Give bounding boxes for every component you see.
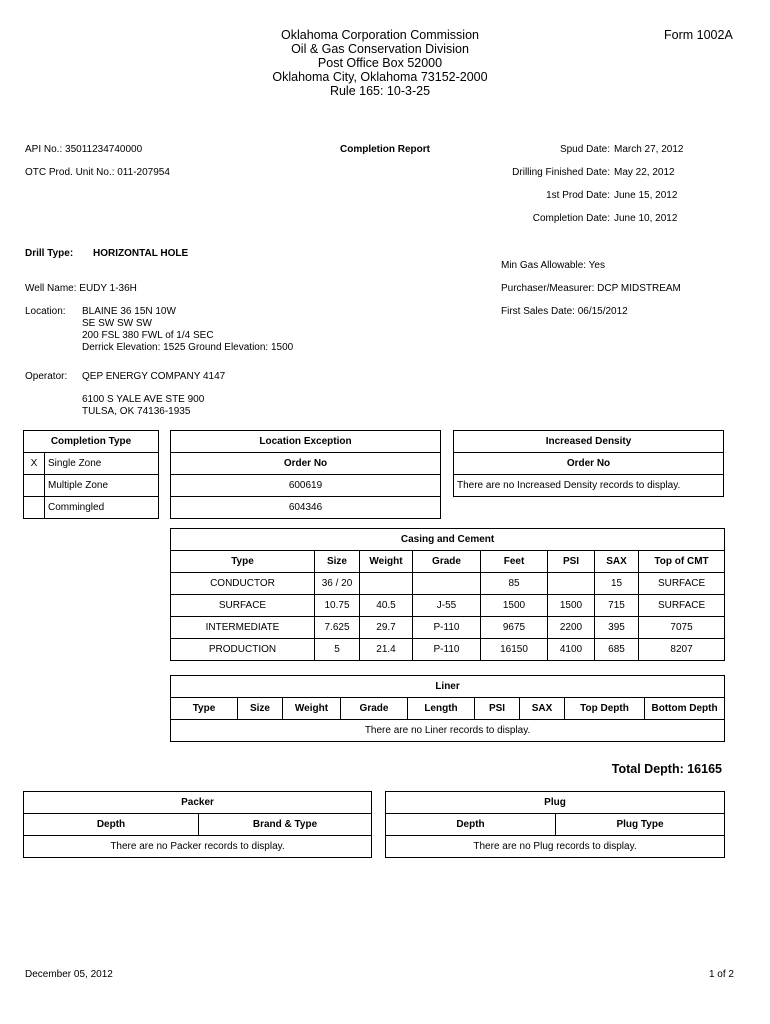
first-sales-date: First Sales Date: 06/15/2012 bbox=[501, 306, 628, 317]
location-exception-title: Location Exception bbox=[171, 431, 441, 453]
otc-unit: OTC Prod. Unit No.: 011-207954 bbox=[25, 167, 170, 178]
column-header: PSI bbox=[475, 698, 520, 720]
cell: 395 bbox=[595, 617, 639, 639]
completion-date-value: June 10, 2012 bbox=[614, 213, 678, 224]
first-prod-value: June 15, 2012 bbox=[614, 190, 678, 201]
api-number: API No.: 35011234740000 bbox=[25, 144, 143, 155]
increased-density-empty: There are no Increased Density records to display. bbox=[454, 475, 724, 497]
cell: SURFACE bbox=[639, 573, 725, 595]
table-header-row bbox=[171, 551, 725, 573]
packer-empty: There are no Packer records to display. bbox=[24, 836, 372, 858]
cell: 40.5 bbox=[360, 595, 413, 617]
completion-date-label: Completion Date: bbox=[532, 213, 610, 224]
location-line: SE SW SW SW bbox=[82, 318, 152, 329]
cell: 1500 bbox=[548, 595, 595, 617]
cell: 1500 bbox=[481, 595, 548, 617]
completion-label: Multiple Zone bbox=[45, 475, 159, 497]
location-line: 200 FSL 380 FWL of 1/4 SEC bbox=[82, 330, 214, 341]
table-row bbox=[171, 475, 441, 497]
total-depth: Total Depth: 16165 bbox=[611, 762, 722, 776]
page-number: 1 of 2 bbox=[708, 969, 734, 980]
cell: CONDUCTOR bbox=[171, 573, 315, 595]
spud-date-value: March 27, 2012 bbox=[614, 144, 684, 155]
form-number: Form 1002A bbox=[664, 28, 733, 42]
completion-type-title: Completion Type bbox=[24, 431, 159, 453]
column-header: Grade bbox=[341, 698, 408, 720]
city-state: Oklahoma City, Oklahoma 73152-2000 bbox=[272, 70, 488, 84]
cell bbox=[360, 573, 413, 595]
division-name: Oil & Gas Conservation Division bbox=[291, 42, 469, 56]
completion-mark bbox=[24, 497, 45, 519]
cell: INTERMEDIATE bbox=[171, 617, 315, 639]
cell: 85 bbox=[481, 573, 548, 595]
liner-table bbox=[170, 675, 725, 742]
location-exception-col: Order No bbox=[171, 453, 441, 475]
plug-table bbox=[385, 791, 725, 858]
column-header: Size bbox=[238, 698, 283, 720]
completion-mark: X bbox=[24, 453, 45, 475]
casing-cement-table bbox=[170, 528, 725, 661]
location-label: Location: bbox=[25, 306, 66, 317]
cell: 16150 bbox=[481, 639, 548, 661]
table-header-row bbox=[386, 814, 725, 836]
well-name: Well Name: EUDY 1-36H bbox=[25, 283, 137, 294]
table-header-row bbox=[24, 814, 372, 836]
cell: 9675 bbox=[481, 617, 548, 639]
cell: SURFACE bbox=[639, 595, 725, 617]
table-row bbox=[171, 595, 725, 617]
column-header: SAX bbox=[520, 698, 565, 720]
increased-density-table bbox=[453, 430, 724, 497]
completion-label: Single Zone bbox=[45, 453, 159, 475]
location-block bbox=[82, 306, 293, 354]
cell bbox=[413, 573, 481, 595]
cell: PRODUCTION bbox=[171, 639, 315, 661]
cell: P-110 bbox=[413, 639, 481, 661]
cell: 7.625 bbox=[315, 617, 360, 639]
column-header: Type bbox=[171, 551, 315, 573]
cell: 685 bbox=[595, 639, 639, 661]
cell: 4100 bbox=[548, 639, 595, 661]
cell: 7075 bbox=[639, 617, 725, 639]
plug-empty: There are no Plug records to display. bbox=[386, 836, 725, 858]
column-header: Size bbox=[315, 551, 360, 573]
column-header: Length bbox=[408, 698, 475, 720]
cell: J-55 bbox=[413, 595, 481, 617]
column-header: SAX bbox=[595, 551, 639, 573]
table-header-row bbox=[171, 698, 725, 720]
order-no: 604346 bbox=[171, 497, 441, 519]
agency-name: Oklahoma Corporation Commission bbox=[281, 28, 479, 42]
table-row bbox=[171, 573, 725, 595]
column-header: Type bbox=[171, 698, 238, 720]
po-box: Post Office Box 52000 bbox=[317, 56, 443, 70]
table-row bbox=[24, 475, 159, 497]
cell bbox=[548, 573, 595, 595]
column-header: Weight bbox=[283, 698, 341, 720]
location-line: Derrick Elevation: 1525 Ground Elevation: 1500 bbox=[82, 342, 294, 353]
packer-table bbox=[23, 791, 372, 858]
column-header: Top of CMT bbox=[639, 551, 725, 573]
column-header: Feet bbox=[481, 551, 548, 573]
address-line: 6100 S YALE AVE STE 900 bbox=[82, 394, 205, 405]
column-header: Top Depth bbox=[565, 698, 645, 720]
column-header: Brand & Type bbox=[199, 814, 372, 836]
completion-type-table bbox=[23, 430, 159, 519]
packer-title: Packer bbox=[24, 792, 372, 814]
cell: 8207 bbox=[639, 639, 725, 661]
drill-type-value: HORIZONTAL HOLE bbox=[93, 248, 189, 259]
cell: 10.75 bbox=[315, 595, 360, 617]
cell: 15 bbox=[595, 573, 639, 595]
cell: 2200 bbox=[548, 617, 595, 639]
purchaser: Purchaser/Measurer: DCP MIDSTREAM bbox=[501, 283, 681, 294]
drilling-finished-label: Drilling Finished Date: bbox=[512, 167, 610, 178]
address-line: TULSA, OK 74136-1935 bbox=[82, 406, 191, 417]
rule: Rule 165: 10-3-25 bbox=[329, 84, 431, 98]
column-header: Depth bbox=[24, 814, 199, 836]
cell: SURFACE bbox=[171, 595, 315, 617]
operator-label: Operator: bbox=[25, 371, 68, 382]
casing-title: Casing and Cement bbox=[171, 529, 725, 551]
cell: 29.7 bbox=[360, 617, 413, 639]
report-title: Completion Report bbox=[340, 144, 430, 155]
liner-title: Liner bbox=[171, 676, 725, 698]
column-header: Plug Type bbox=[556, 814, 725, 836]
drilling-finished-value: May 22, 2012 bbox=[614, 167, 675, 178]
order-no: 600619 bbox=[171, 475, 441, 497]
column-header: Depth bbox=[386, 814, 556, 836]
location-line: BLAINE 36 15N 10W bbox=[82, 306, 176, 317]
table-row bbox=[24, 497, 159, 519]
min-gas-allowable: Min Gas Allowable: Yes bbox=[501, 260, 605, 271]
cell: 715 bbox=[595, 595, 639, 617]
column-header: Weight bbox=[360, 551, 413, 573]
cell: 36 / 20 bbox=[315, 573, 360, 595]
operator-value: QEP ENERGY COMPANY 4147 bbox=[82, 371, 226, 382]
table-row bbox=[171, 497, 441, 519]
cell: 21.4 bbox=[360, 639, 413, 661]
drill-type-label: Drill Type: bbox=[25, 248, 74, 259]
table-row bbox=[171, 617, 725, 639]
spud-date-label: Spud Date: bbox=[559, 144, 610, 155]
footer-date: December 05, 2012 bbox=[25, 969, 113, 980]
cell: P-110 bbox=[413, 617, 481, 639]
column-header: PSI bbox=[548, 551, 595, 573]
increased-density-title: Increased Density bbox=[454, 431, 724, 453]
column-header: Bottom Depth bbox=[645, 698, 725, 720]
location-exception-table bbox=[170, 430, 441, 519]
operator-address bbox=[82, 394, 204, 418]
column-header: Grade bbox=[413, 551, 481, 573]
liner-empty: There are no Liner records to display. bbox=[171, 720, 725, 742]
table-row bbox=[24, 453, 159, 475]
cell: 5 bbox=[315, 639, 360, 661]
increased-density-col: Order No bbox=[454, 453, 724, 475]
table-row bbox=[171, 639, 725, 661]
agency-header bbox=[230, 28, 530, 98]
completion-label: Commingled bbox=[45, 497, 159, 519]
plug-title: Plug bbox=[386, 792, 725, 814]
first-prod-label: 1st Prod Date: bbox=[546, 190, 610, 201]
completion-mark bbox=[24, 475, 45, 497]
